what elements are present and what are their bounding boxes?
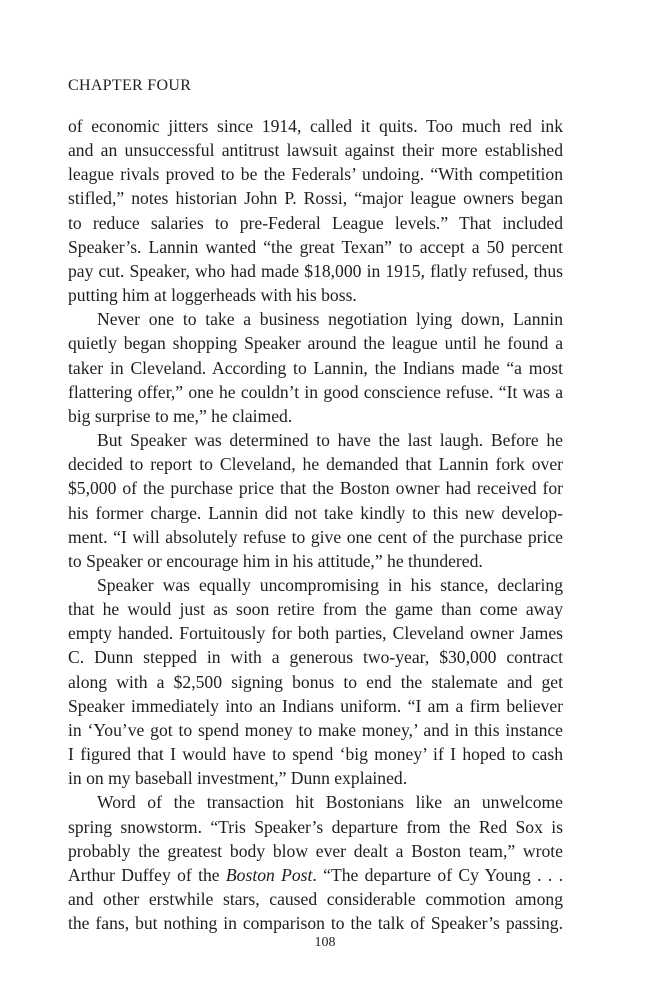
text-line: Word of the transaction hit Bostonians like an unwelcome	[97, 792, 563, 813]
text-line: C. Dunn stepped in with a generous two-year, $30,000 contract	[68, 647, 563, 668]
text-run: . “The departure of Cy Young . . .	[312, 864, 563, 885]
text-line: in ‘You’ve got to spend money to make money,’ and in this instance	[68, 719, 563, 740]
text-line: putting him at loggerheads with his boss.	[68, 285, 357, 306]
text-line: decided to report to Cleveland, he demanded that Lannin fork over	[68, 454, 563, 475]
text-line: But Speaker was determined to have the last laugh. Before he	[97, 430, 563, 451]
text-line: I figured that I would have to spend ‘big money’ if I hoped to cash	[68, 744, 563, 765]
paragraph	[68, 114, 563, 307]
text-line: big surprise to me,” he claimed.	[68, 405, 293, 426]
text-line: his former charge. Lannin did not take kindly to this new develop-	[68, 502, 563, 523]
text-line: league rivals proved to be the Federals’ undoing. “With competition	[68, 164, 563, 185]
text-line: stifled,” notes historian John P. Rossi, “major league owners began	[68, 188, 563, 209]
text-line: the fans, but nothing in comparison to the talk of Speaker’s passing.	[68, 913, 563, 934]
text-line: taker in Cleveland. According to Lannin, the Indians made “a most	[68, 357, 563, 378]
text-line: and an unsuccessful antitrust lawsuit against their more established	[68, 140, 563, 161]
text-line: Never one to take a business negotiation lying down, Lannin	[97, 309, 563, 330]
text-line: in on my baseball investment,” Dunn explained.	[68, 768, 408, 789]
publication-title: Boston Post	[225, 864, 313, 885]
text-line: and other erstwhile stars, caused considerable commotion among	[68, 889, 563, 909]
paragraph	[68, 790, 563, 935]
book-page	[68, 76, 563, 935]
text-line: ment. “I will absolutely refuse to give one cent of the purchase price	[68, 526, 563, 547]
text-line	[68, 863, 563, 887]
text-line: to Speaker or encourage him in his attitude,” he thundered.	[68, 550, 483, 571]
text-line: $5,000 of the purchase price that the Boston owner had received for	[68, 478, 563, 499]
running-head: CHAPTER FOUR	[68, 77, 192, 94]
text-line: Speaker immediately into an Indians uniform. “I am a firm believer	[68, 695, 563, 716]
paragraph	[68, 428, 563, 573]
text-line: that he would just as soon retire from the game than come away	[68, 599, 563, 620]
paragraph	[68, 573, 563, 790]
text-line: probably the greatest body blow ever dealt a Boston team,” wrote	[68, 840, 563, 861]
page-number: 108	[314, 935, 336, 950]
text-line: quietly began shopping Speaker around the league until he found a	[68, 333, 563, 354]
text-line: Speaker’s. Lannin wanted “the great Texan” to accept a 50 percent	[68, 236, 563, 257]
text-line: to reduce salaries to pre-Federal League levels.” That included	[68, 212, 563, 233]
text-line: pay cut. Speaker, who had made $18,000 in 1915, flatly refused, thus	[68, 260, 563, 281]
text-line: flattering offer,” one he couldn’t in good conscience refuse. “It was a	[68, 381, 563, 402]
text-line: Speaker was equally uncompromising in his stance, declaring	[97, 574, 563, 595]
body-text	[68, 114, 563, 935]
paragraph	[68, 307, 563, 428]
text-line: spring snowstorm. “Tris Speaker’s departure from the Red Sox is	[68, 816, 563, 837]
text-run: Arthur Duffey of the	[68, 864, 226, 885]
text-line: along with a $2,500 signing bonus to end the stalemate and get	[68, 671, 563, 692]
text-line: empty handed. Fortuitously for both parties, Cleveland owner James	[68, 623, 563, 644]
text-line: of economic jitters since 1914, called it quits. Too much red ink	[68, 116, 563, 136]
